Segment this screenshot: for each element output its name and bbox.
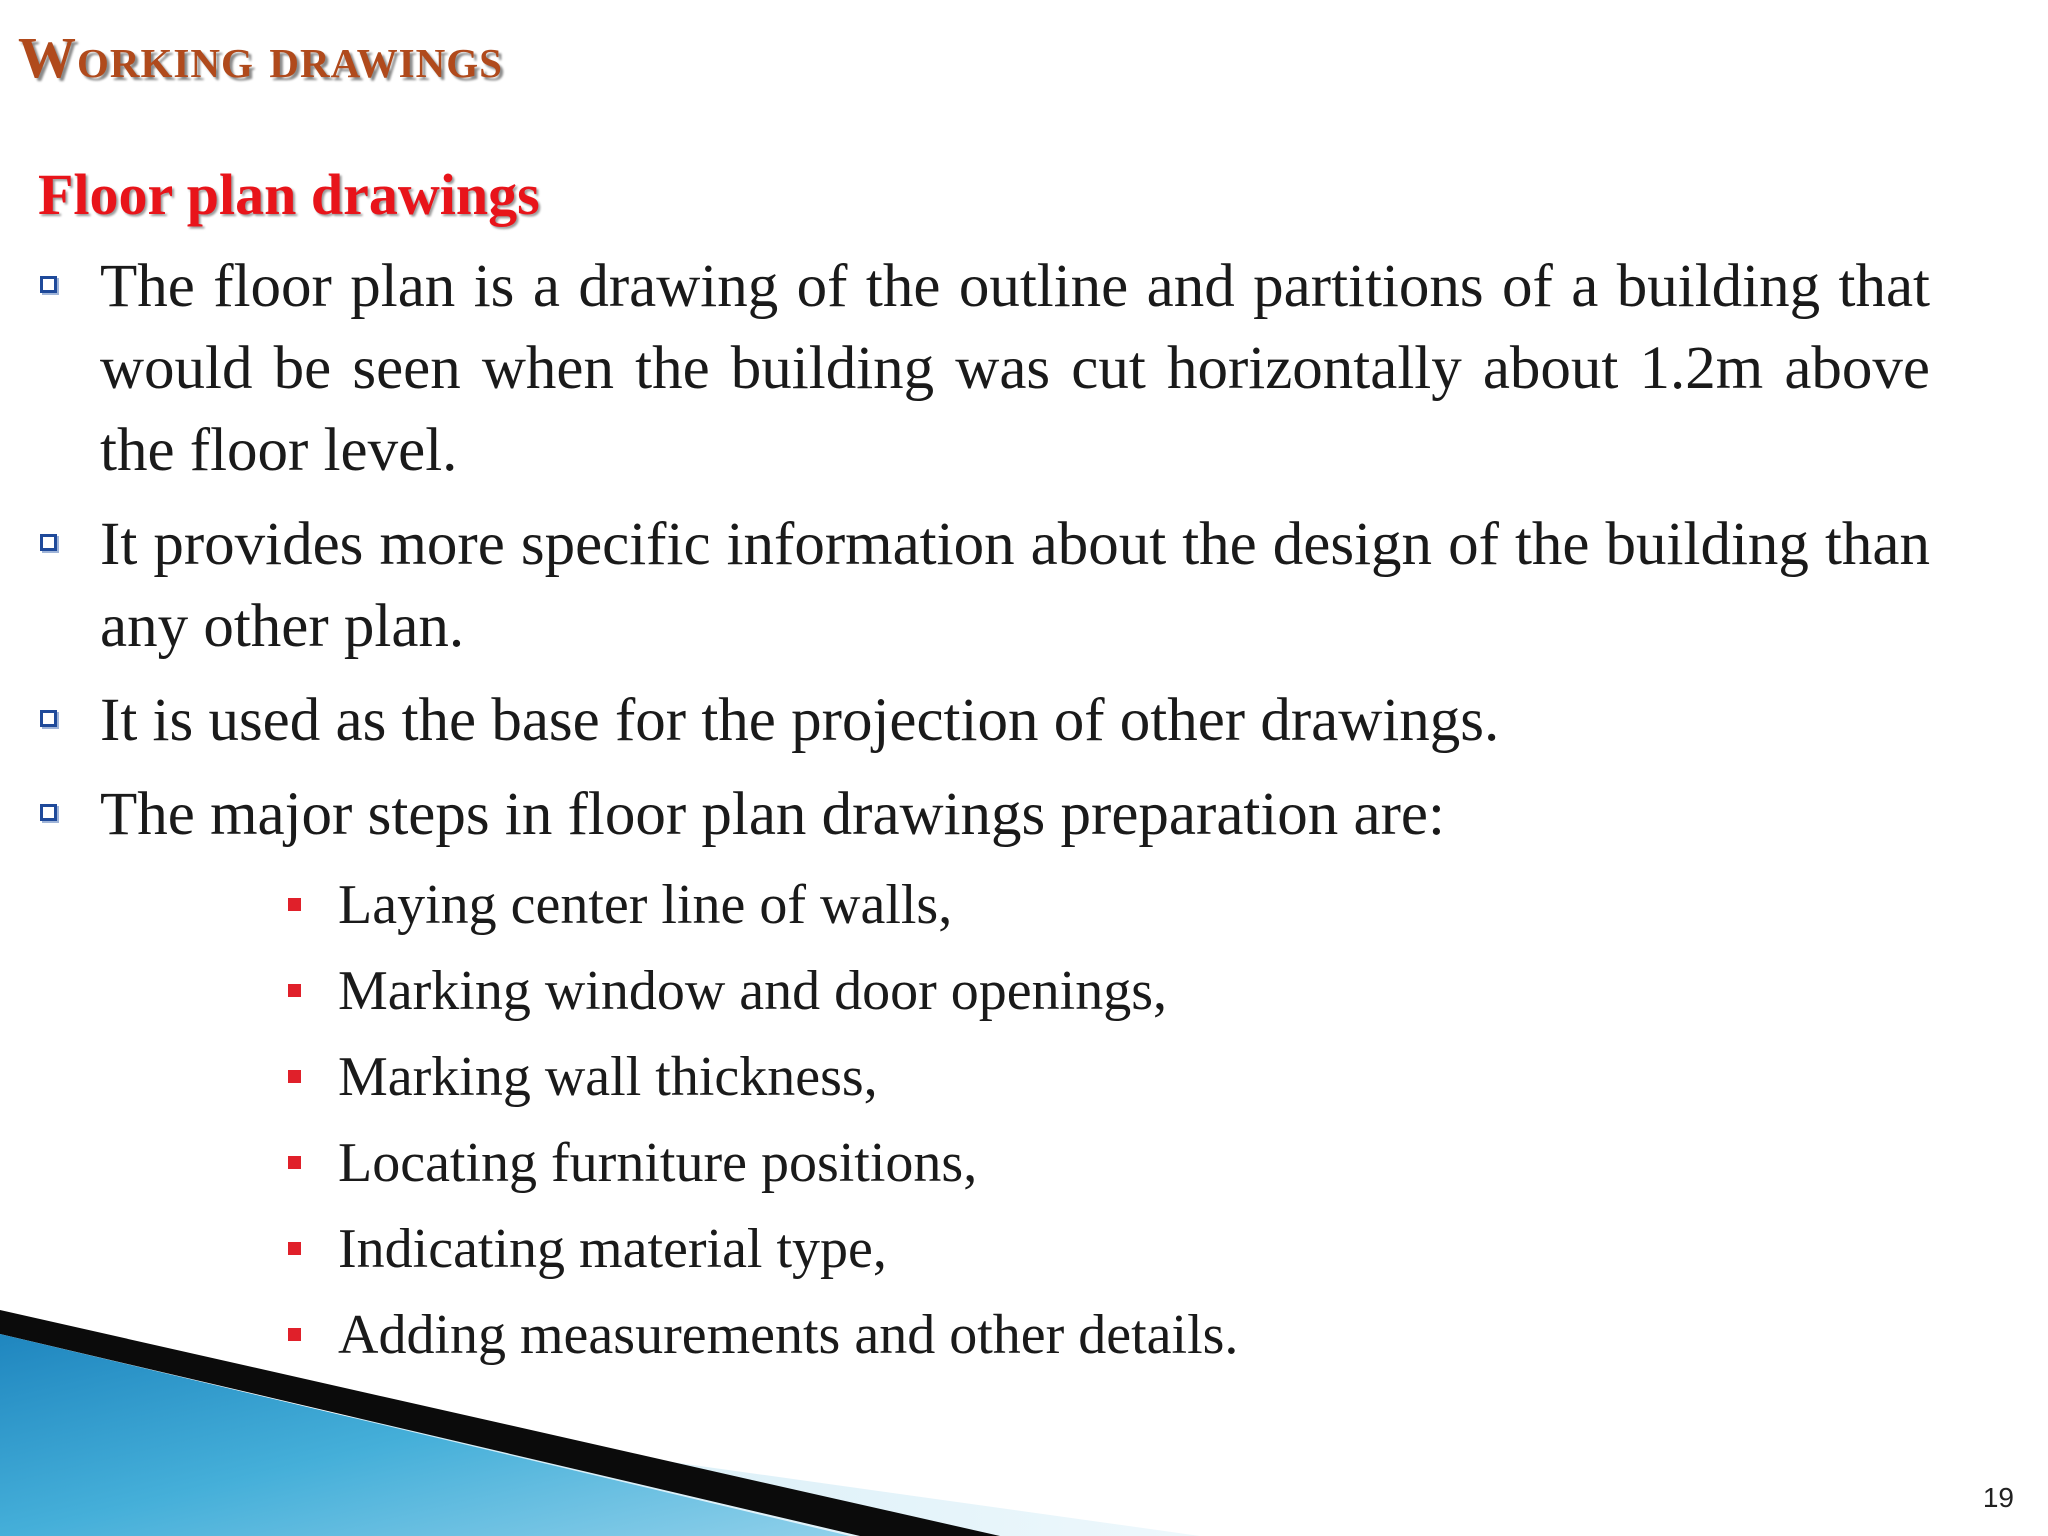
- red-square-icon: [288, 1156, 301, 1169]
- red-square-icon: [288, 984, 301, 997]
- sub-bullet-item: [288, 948, 1588, 1034]
- sub-bullet-text: Indicating material type,: [338, 1218, 887, 1280]
- red-square-icon: [288, 898, 301, 911]
- sub-bullet-text: Locating furniture positions,: [338, 1132, 978, 1194]
- red-square-icon: [288, 1070, 301, 1083]
- checkbox-square-icon: [40, 276, 57, 293]
- page-number: 19: [1982, 1482, 2014, 1513]
- bullet-text: The floor plan is a drawing of the outline and partitions of a building that would be seen when the building was cut horizontally about 1.2m above the floor level.: [100, 253, 1930, 484]
- checkbox-square-icon: [40, 710, 57, 727]
- bullet-list: [40, 246, 1930, 868]
- sub-bullet-item: [288, 1034, 1588, 1120]
- bullet-item: [40, 680, 1930, 762]
- bullet-item: [40, 246, 1930, 492]
- bullet-text: It provides more specific information about the design of the building than any other plan.: [100, 511, 1930, 660]
- section-heading: Floor plan drawings: [38, 162, 540, 227]
- red-square-icon: [288, 1242, 301, 1255]
- bullet-text: The major steps in floor plan drawings preparation are:: [100, 781, 1445, 848]
- sub-bullet-text: Adding measurements and other details.: [338, 1304, 1239, 1366]
- bullet-item: [40, 774, 1930, 856]
- bullet-text: It is used as the base for the projection of other drawings.: [100, 687, 1500, 754]
- sub-bullet-text: Marking window and door openings,: [338, 960, 1168, 1022]
- corner-decoration: [0, 1290, 1200, 1536]
- checkbox-square-icon: [40, 534, 57, 551]
- sub-bullet-text: Laying center line of walls,: [338, 874, 953, 936]
- sub-bullet-item: [288, 1120, 1588, 1206]
- sub-bullet-item: [288, 862, 1588, 948]
- sub-bullet-text: Marking wall thickness,: [338, 1046, 878, 1108]
- slide-title: Working drawings: [18, 25, 503, 90]
- sub-bullet-item: [288, 1206, 1588, 1292]
- checkbox-square-icon: [40, 804, 57, 821]
- bullet-item: [40, 504, 1930, 668]
